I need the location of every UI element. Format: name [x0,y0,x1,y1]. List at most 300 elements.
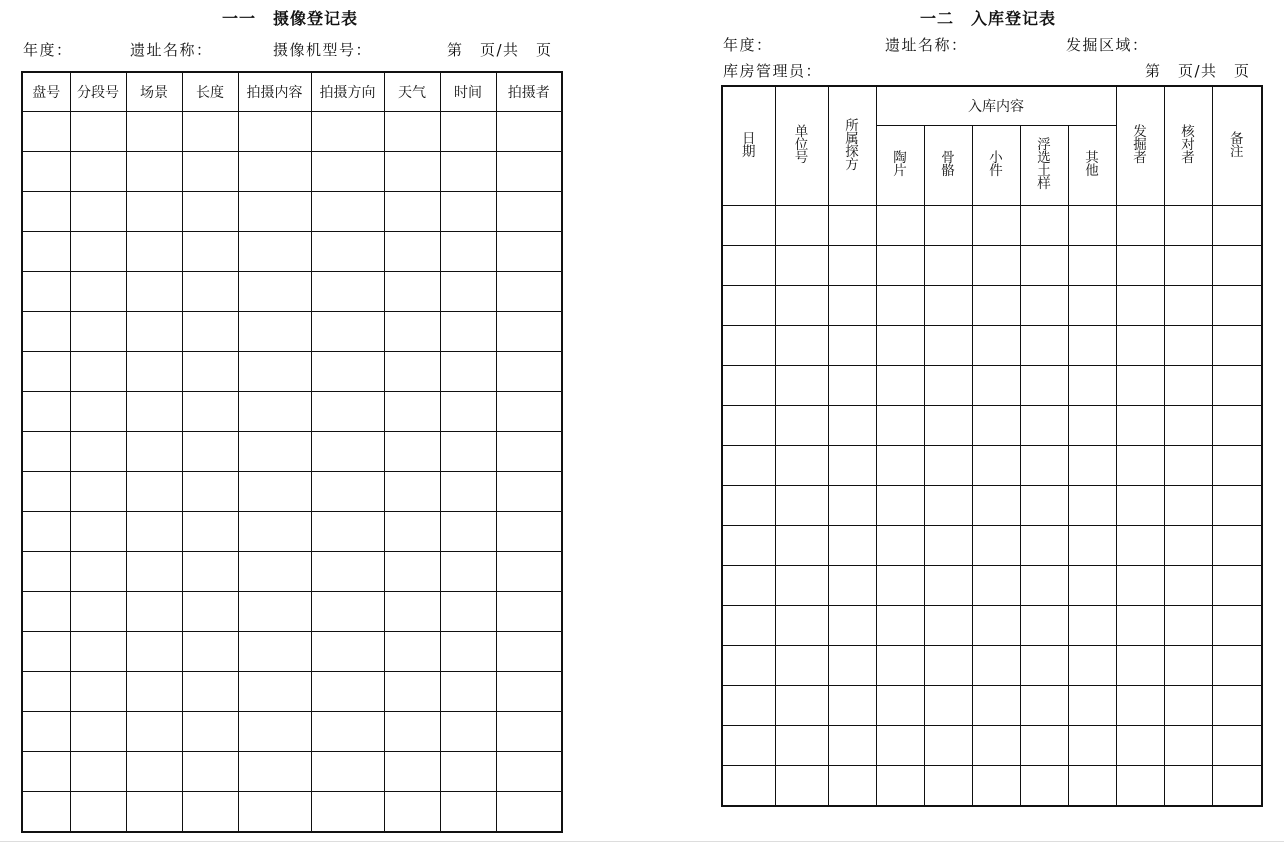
empty-cell[interactable] [972,526,1020,566]
empty-cell[interactable] [384,712,440,752]
empty-cell[interactable] [238,792,311,833]
empty-cell[interactable] [384,352,440,392]
empty-cell[interactable] [722,446,775,486]
empty-cell[interactable] [1116,286,1164,326]
empty-cell[interactable] [311,712,384,752]
empty-cell[interactable] [775,726,828,766]
empty-cell[interactable] [182,112,238,152]
empty-cell[interactable] [238,112,311,152]
empty-cell[interactable] [496,192,562,232]
empty-cell[interactable] [722,286,775,326]
empty-cell[interactable] [238,272,311,312]
empty-cell[interactable] [311,112,384,152]
empty-cell[interactable] [126,312,182,352]
empty-cell[interactable] [384,432,440,472]
empty-cell[interactable] [311,792,384,833]
empty-cell[interactable] [311,592,384,632]
empty-cell[interactable] [126,552,182,592]
empty-cell[interactable] [876,246,924,286]
empty-cell[interactable] [70,272,126,312]
empty-cell[interactable] [1068,406,1116,446]
empty-cell[interactable] [924,366,972,406]
empty-cell[interactable] [182,672,238,712]
empty-cell[interactable] [1212,726,1262,766]
empty-cell[interactable] [1020,246,1068,286]
empty-cell[interactable] [1212,326,1262,366]
empty-cell[interactable] [1164,286,1212,326]
empty-cell[interactable] [126,392,182,432]
empty-cell[interactable] [182,272,238,312]
empty-cell[interactable] [311,752,384,792]
empty-cell[interactable] [722,486,775,526]
empty-cell[interactable] [1164,566,1212,606]
empty-cell[interactable] [1020,766,1068,807]
empty-cell[interactable] [1116,446,1164,486]
empty-cell[interactable] [22,672,70,712]
empty-cell[interactable] [924,766,972,807]
empty-cell[interactable] [22,552,70,592]
empty-cell[interactable] [876,486,924,526]
empty-cell[interactable] [722,406,775,446]
empty-cell[interactable] [972,286,1020,326]
empty-cell[interactable] [182,192,238,232]
empty-cell[interactable] [1212,566,1262,606]
empty-cell[interactable] [828,526,876,566]
empty-cell[interactable] [126,512,182,552]
empty-cell[interactable] [238,352,311,392]
empty-cell[interactable] [924,406,972,446]
empty-cell[interactable] [22,232,70,272]
empty-cell[interactable] [1116,486,1164,526]
empty-cell[interactable] [972,366,1020,406]
empty-cell[interactable] [70,592,126,632]
empty-cell[interactable] [496,392,562,432]
empty-cell[interactable] [876,286,924,326]
empty-cell[interactable] [22,512,70,552]
empty-cell[interactable] [126,152,182,192]
empty-cell[interactable] [70,792,126,833]
empty-cell[interactable] [924,246,972,286]
empty-cell[interactable] [22,432,70,472]
empty-cell[interactable] [924,526,972,566]
empty-cell[interactable] [238,592,311,632]
empty-cell[interactable] [22,112,70,152]
empty-cell[interactable] [828,286,876,326]
empty-cell[interactable] [496,672,562,712]
empty-cell[interactable] [1212,766,1262,807]
empty-cell[interactable] [70,432,126,472]
empty-cell[interactable] [384,152,440,192]
empty-cell[interactable] [828,446,876,486]
empty-cell[interactable] [1068,726,1116,766]
empty-cell[interactable] [876,726,924,766]
empty-cell[interactable] [1020,686,1068,726]
empty-cell[interactable] [440,632,496,672]
empty-cell[interactable] [1020,646,1068,686]
empty-cell[interactable] [1212,246,1262,286]
empty-cell[interactable] [722,206,775,246]
empty-cell[interactable] [924,726,972,766]
empty-cell[interactable] [972,406,1020,446]
empty-cell[interactable] [496,352,562,392]
empty-cell[interactable] [496,312,562,352]
empty-cell[interactable] [1020,606,1068,646]
empty-cell[interactable] [972,766,1020,807]
empty-cell[interactable] [70,112,126,152]
empty-cell[interactable] [126,672,182,712]
empty-cell[interactable] [496,792,562,833]
empty-cell[interactable] [775,646,828,686]
empty-cell[interactable] [311,672,384,712]
empty-cell[interactable] [1164,726,1212,766]
empty-cell[interactable] [1164,446,1212,486]
empty-cell[interactable] [775,446,828,486]
empty-cell[interactable] [384,752,440,792]
empty-cell[interactable] [496,592,562,632]
empty-cell[interactable] [311,272,384,312]
empty-cell[interactable] [828,766,876,807]
empty-cell[interactable] [22,592,70,632]
empty-cell[interactable] [1116,566,1164,606]
empty-cell[interactable] [440,352,496,392]
empty-cell[interactable] [384,672,440,712]
empty-cell[interactable] [440,392,496,432]
empty-cell[interactable] [1116,766,1164,807]
empty-cell[interactable] [496,272,562,312]
empty-cell[interactable] [972,206,1020,246]
empty-cell[interactable] [384,192,440,232]
empty-cell[interactable] [1020,566,1068,606]
empty-cell[interactable] [722,726,775,766]
empty-cell[interactable] [1116,246,1164,286]
empty-cell[interactable] [126,352,182,392]
empty-cell[interactable] [1116,686,1164,726]
empty-cell[interactable] [384,632,440,672]
empty-cell[interactable] [238,752,311,792]
empty-cell[interactable] [22,392,70,432]
empty-cell[interactable] [440,272,496,312]
empty-cell[interactable] [182,232,238,272]
empty-cell[interactable] [440,312,496,352]
empty-cell[interactable] [1020,446,1068,486]
empty-cell[interactable] [775,246,828,286]
empty-cell[interactable] [876,406,924,446]
empty-cell[interactable] [311,232,384,272]
empty-cell[interactable] [1020,406,1068,446]
empty-cell[interactable] [1068,206,1116,246]
empty-cell[interactable] [775,326,828,366]
empty-cell[interactable] [496,472,562,512]
empty-cell[interactable] [311,512,384,552]
empty-cell[interactable] [70,672,126,712]
empty-cell[interactable] [775,566,828,606]
empty-cell[interactable] [1020,206,1068,246]
empty-cell[interactable] [775,606,828,646]
empty-cell[interactable] [876,446,924,486]
empty-cell[interactable] [70,232,126,272]
empty-cell[interactable] [384,312,440,352]
empty-cell[interactable] [22,312,70,352]
empty-cell[interactable] [311,432,384,472]
empty-cell[interactable] [1068,766,1116,807]
empty-cell[interactable] [775,526,828,566]
empty-cell[interactable] [924,286,972,326]
empty-cell[interactable] [828,686,876,726]
empty-cell[interactable] [70,192,126,232]
empty-cell[interactable] [1068,326,1116,366]
empty-cell[interactable] [238,192,311,232]
empty-cell[interactable] [238,672,311,712]
empty-cell[interactable] [1068,286,1116,326]
empty-cell[interactable] [182,592,238,632]
empty-cell[interactable] [775,406,828,446]
empty-cell[interactable] [828,646,876,686]
empty-cell[interactable] [311,632,384,672]
empty-cell[interactable] [924,646,972,686]
empty-cell[interactable] [775,366,828,406]
empty-cell[interactable] [22,352,70,392]
empty-cell[interactable] [876,686,924,726]
empty-cell[interactable] [384,592,440,632]
empty-cell[interactable] [496,152,562,192]
empty-cell[interactable] [182,472,238,512]
empty-cell[interactable] [1068,606,1116,646]
empty-cell[interactable] [182,752,238,792]
empty-cell[interactable] [182,552,238,592]
empty-cell[interactable] [22,272,70,312]
empty-cell[interactable] [238,432,311,472]
empty-cell[interactable] [972,446,1020,486]
empty-cell[interactable] [775,206,828,246]
empty-cell[interactable] [1212,686,1262,726]
empty-cell[interactable] [1164,766,1212,807]
empty-cell[interactable] [1212,366,1262,406]
empty-cell[interactable] [238,392,311,432]
empty-cell[interactable] [828,726,876,766]
empty-cell[interactable] [496,632,562,672]
empty-cell[interactable] [440,232,496,272]
empty-cell[interactable] [1164,206,1212,246]
empty-cell[interactable] [828,246,876,286]
empty-cell[interactable] [440,752,496,792]
empty-cell[interactable] [1116,646,1164,686]
empty-cell[interactable] [440,472,496,512]
empty-cell[interactable] [924,486,972,526]
empty-cell[interactable] [1212,446,1262,486]
empty-cell[interactable] [384,552,440,592]
empty-cell[interactable] [775,486,828,526]
empty-cell[interactable] [182,152,238,192]
empty-cell[interactable] [440,592,496,632]
empty-cell[interactable] [1164,326,1212,366]
empty-cell[interactable] [924,206,972,246]
empty-cell[interactable] [972,566,1020,606]
empty-cell[interactable] [1116,326,1164,366]
empty-cell[interactable] [440,672,496,712]
empty-cell[interactable] [70,472,126,512]
empty-cell[interactable] [876,566,924,606]
empty-cell[interactable] [972,246,1020,286]
empty-cell[interactable] [828,486,876,526]
empty-cell[interactable] [1212,606,1262,646]
empty-cell[interactable] [722,326,775,366]
empty-cell[interactable] [876,646,924,686]
empty-cell[interactable] [496,432,562,472]
empty-cell[interactable] [972,646,1020,686]
empty-cell[interactable] [722,766,775,807]
empty-cell[interactable] [384,792,440,833]
empty-cell[interactable] [972,726,1020,766]
empty-cell[interactable] [1212,206,1262,246]
empty-cell[interactable] [126,592,182,632]
empty-cell[interactable] [1116,206,1164,246]
empty-cell[interactable] [828,366,876,406]
empty-cell[interactable] [440,552,496,592]
empty-cell[interactable] [238,472,311,512]
empty-cell[interactable] [972,606,1020,646]
empty-cell[interactable] [70,312,126,352]
empty-cell[interactable] [1020,286,1068,326]
empty-cell[interactable] [22,792,70,833]
empty-cell[interactable] [126,792,182,833]
empty-cell[interactable] [876,206,924,246]
empty-cell[interactable] [22,632,70,672]
empty-cell[interactable] [924,566,972,606]
empty-cell[interactable] [440,152,496,192]
empty-cell[interactable] [126,232,182,272]
empty-cell[interactable] [722,246,775,286]
empty-cell[interactable] [496,552,562,592]
empty-cell[interactable] [126,712,182,752]
empty-cell[interactable] [828,206,876,246]
empty-cell[interactable] [722,606,775,646]
empty-cell[interactable] [775,286,828,326]
empty-cell[interactable] [1212,526,1262,566]
empty-cell[interactable] [1068,486,1116,526]
empty-cell[interactable] [70,712,126,752]
empty-cell[interactable] [1068,446,1116,486]
empty-cell[interactable] [1212,406,1262,446]
empty-cell[interactable] [311,552,384,592]
empty-cell[interactable] [311,472,384,512]
empty-cell[interactable] [496,512,562,552]
empty-cell[interactable] [1020,486,1068,526]
empty-cell[interactable] [384,232,440,272]
empty-cell[interactable] [384,112,440,152]
empty-cell[interactable] [876,366,924,406]
empty-cell[interactable] [22,712,70,752]
empty-cell[interactable] [238,632,311,672]
empty-cell[interactable] [1116,606,1164,646]
empty-cell[interactable] [70,752,126,792]
empty-cell[interactable] [1164,606,1212,646]
empty-cell[interactable] [1116,726,1164,766]
empty-cell[interactable] [126,272,182,312]
empty-cell[interactable] [182,432,238,472]
empty-cell[interactable] [1068,686,1116,726]
empty-cell[interactable] [182,512,238,552]
empty-cell[interactable] [1164,246,1212,286]
empty-cell[interactable] [1164,646,1212,686]
empty-cell[interactable] [70,392,126,432]
empty-cell[interactable] [384,272,440,312]
empty-cell[interactable] [1116,406,1164,446]
empty-cell[interactable] [440,192,496,232]
empty-cell[interactable] [876,326,924,366]
empty-cell[interactable] [238,712,311,752]
empty-cell[interactable] [1164,526,1212,566]
empty-cell[interactable] [1020,526,1068,566]
empty-cell[interactable] [311,392,384,432]
empty-cell[interactable] [126,472,182,512]
empty-cell[interactable] [311,352,384,392]
empty-cell[interactable] [722,366,775,406]
empty-cell[interactable] [496,712,562,752]
empty-cell[interactable] [828,326,876,366]
empty-cell[interactable] [1020,726,1068,766]
empty-cell[interactable] [972,686,1020,726]
empty-cell[interactable] [126,112,182,152]
empty-cell[interactable] [70,552,126,592]
empty-cell[interactable] [384,512,440,552]
empty-cell[interactable] [775,766,828,807]
empty-cell[interactable] [22,472,70,512]
empty-cell[interactable] [1212,646,1262,686]
empty-cell[interactable] [22,192,70,232]
empty-cell[interactable] [775,686,828,726]
empty-cell[interactable] [238,152,311,192]
empty-cell[interactable] [238,312,311,352]
empty-cell[interactable] [182,792,238,833]
empty-cell[interactable] [126,632,182,672]
empty-cell[interactable] [496,232,562,272]
empty-cell[interactable] [70,152,126,192]
empty-cell[interactable] [1212,286,1262,326]
empty-cell[interactable] [238,552,311,592]
empty-cell[interactable] [126,192,182,232]
empty-cell[interactable] [70,632,126,672]
empty-cell[interactable] [70,352,126,392]
empty-cell[interactable] [1164,366,1212,406]
empty-cell[interactable] [1020,326,1068,366]
empty-cell[interactable] [1068,246,1116,286]
empty-cell[interactable] [126,432,182,472]
empty-cell[interactable] [1212,486,1262,526]
empty-cell[interactable] [924,686,972,726]
empty-cell[interactable] [876,606,924,646]
empty-cell[interactable] [440,712,496,752]
empty-cell[interactable] [496,752,562,792]
empty-cell[interactable] [1068,526,1116,566]
empty-cell[interactable] [311,192,384,232]
empty-cell[interactable] [496,112,562,152]
empty-cell[interactable] [126,752,182,792]
empty-cell[interactable] [828,566,876,606]
empty-cell[interactable] [311,312,384,352]
empty-cell[interactable] [828,606,876,646]
empty-cell[interactable] [1068,366,1116,406]
empty-cell[interactable] [1020,366,1068,406]
empty-cell[interactable] [876,766,924,807]
empty-cell[interactable] [722,526,775,566]
empty-cell[interactable] [384,472,440,512]
empty-cell[interactable] [722,566,775,606]
empty-cell[interactable] [182,352,238,392]
empty-cell[interactable] [182,712,238,752]
empty-cell[interactable] [182,312,238,352]
empty-cell[interactable] [70,512,126,552]
empty-cell[interactable] [384,392,440,432]
